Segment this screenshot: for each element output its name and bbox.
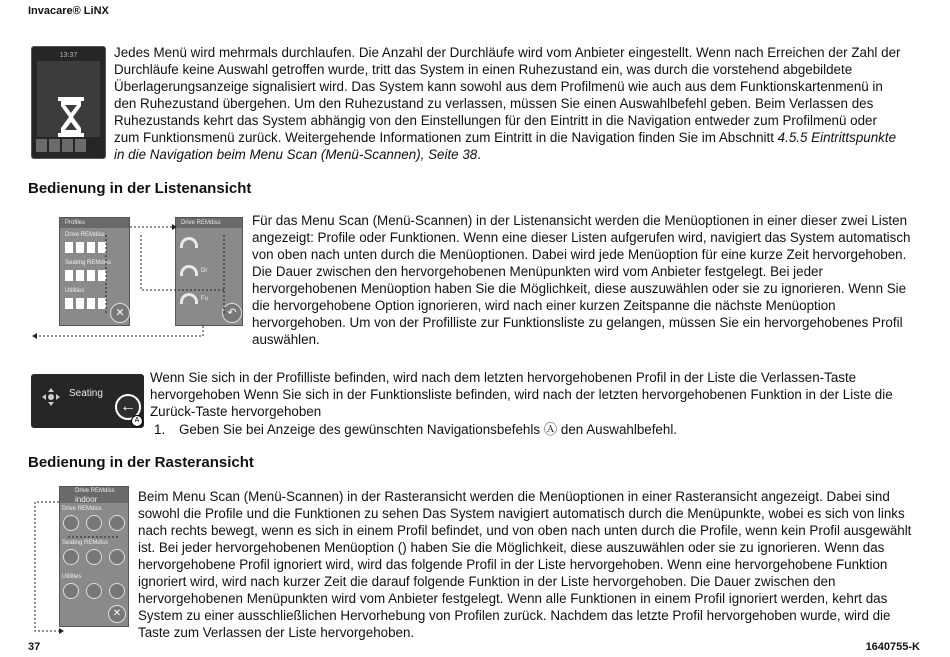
document-number: 1640755-K xyxy=(865,641,920,653)
step-number: 1. xyxy=(154,422,166,437)
back-arrow-icon: ← xyxy=(115,394,141,420)
intro-end: . xyxy=(477,147,481,162)
intro-text: Jedes Menü wird mehrmals durchlaufen. Die Anzahl der Durchläufe wird vom Anbieter eingestellt. Wenn nach Erreichen der Zahl der Durchläufe keine Auswahl getroffen wurde, tritt das System in einen Ruhezustand ein, was durch die vorstehend abgebildete Überlagerungsanzeige signalisiert wird. Das System kann sowohl aus dem Profilmenü wie auch aus dem Funktionskartenmenü in den Ruhezustand übergehen. Um den Ruhezustand zu verlassen, müssen Sie einen Auswahlbefehl geben. Beim Verlassen des Ruhezustands kehrt das System abhängig von den Einstellungen für den Eintritt in die Navigation entweder zum Profilmenü oder zum Funktionsmenü zurück. Weitergehende Informationen zum Eintritt in die Navigation finden Sie im Abschnitt xyxy=(114,45,901,145)
step-text: Geben Sie bei Anzeige des gewünschten Navigationsbefehls Ⓐ den Auswahlbefehl. xyxy=(179,422,678,437)
document-header: Invacare® LiNX xyxy=(28,5,109,17)
grid-row-label: Utilities xyxy=(62,574,82,580)
clock-text: 13:37 xyxy=(59,52,78,59)
profile-label: Drive REMdiss xyxy=(65,232,105,238)
profile-exit-paragraph: Wenn Sie sich in der Profilliste befinden, wird nach dem letzten hervorgehobenen Profil in der Liste die Verlassen-Taste hervorgehoben Wenn Sie sich in der Funktionsliste befinden, wird nach der letzten hervorgehobenen Funktion in der Liste die Zurück-Taste hervorgehoben xyxy=(150,370,893,419)
grid-row-label: Drive REMdiss xyxy=(62,506,102,512)
exit-icon: ✕ xyxy=(110,303,130,323)
section-heading-list-view: Bedienung in der Listenansicht xyxy=(28,180,252,197)
page-number: 37 xyxy=(28,641,41,653)
callout-badge: A xyxy=(131,415,143,427)
seating-button-figure xyxy=(31,374,144,428)
cell xyxy=(36,139,47,152)
grid-row-label: Seating REMdiss xyxy=(62,540,109,546)
function-cells xyxy=(36,139,86,152)
function-label: Fu xyxy=(201,296,209,302)
exit-icon: ✕ xyxy=(108,605,126,623)
screen-title: Profiles xyxy=(60,218,129,228)
screen-title: Drive REMdiss xyxy=(176,218,242,228)
list-view-paragraph: Für das Menu Scan (Menü-Scannen) in der Listenansicht werden die Menüoptionen in einer dieser zwei Listen angezeigt: Profile oder Funktionen. Wenn eine dieser Listen aufgerufen wird, navigiert das System automatisch von oben nach unten durch die Menüoptionen. Dabei wird jede Menüoption für eine kurze Zeit hervorgehoben. Die Dauer zwischen den hervorgehobenen Menüpunkten wird vom Anbieter festgelegt. Bei jeder hervorgehobenen Menüoption haben Sie die Möglichkeit, diese auszuwählen oder sie zu ignorieren. Wenn Sie die hervorgehobene Option ignorieren, wird nach einer kurzen Zeitspanne die nächste Menüoption hervorgehoben. Um von der Profilliste zur Funktionsliste zu gelangen, müssen Sie ein hervorgehobenes Profil auswählen. xyxy=(252,213,911,347)
grid-subtitle: indoor xyxy=(75,495,98,504)
function-label: Dr xyxy=(201,268,208,274)
cell xyxy=(75,139,86,152)
sleep-overlay-figure xyxy=(31,46,106,159)
cell xyxy=(62,139,73,152)
profile-label: Utilities xyxy=(65,288,85,294)
section-heading-grid-view: Bedienung in der Rasteransicht xyxy=(28,454,254,471)
seating-icon xyxy=(41,387,61,407)
arrow-head xyxy=(32,333,37,339)
profile-label: Seating REMdiss xyxy=(65,260,112,266)
intro-paragraph xyxy=(114,44,904,163)
grid-view-paragraph: Beim Menu Scan (Menü-Scannen) in der Rasteransicht werden die Menüoptionen in einer Rasteransicht angezeigt. Dabei sind sowohl die Profile und die Funktionen zu sehen Das System navigiert automatisch durch die Menüpunkte, wobei es sich von links nach rechts bewegt, wenn es sich in einem Profil befindet, und von oben nach unten durch die Profile, wenn kein Profil ausgewählt ist. Bei jeder hervorgehobenen Menüoption () haben Sie die Möglichkeit, diese auszuwählen oder sie zu ignorieren. Wenn das hervorgehobene Profil ignoriert wird, wird das folgende Profil in der Liste hervorgehoben. Wenn eine hervorgehobene Funktion ignoriert wird, wird nach kurzer Zeit die darauf folgende Funktion in der Liste hervorgehoben. Die Dauer zwischen den hervorgehobenen Menüpunkten wird vom Anbieter festgelegt. Wenn alle Funktionen in einem Profil ignoriert werden, kehrt das System zu einer ausschließlichen Hervorhebung von Profilen zurück. Nachdem das letzte Profil hervorgehoben wurde, wird die Taste zum Verlassen der Liste hervorgehoben. xyxy=(138,489,912,640)
list-view-figure xyxy=(31,210,246,346)
grid-navigation-arrows xyxy=(30,486,135,636)
device-screen xyxy=(37,61,100,137)
grid-title: Drive REMdiss xyxy=(75,488,115,494)
arrow-head xyxy=(172,224,177,230)
hourglass-icon xyxy=(56,97,86,137)
back-icon: ↶ xyxy=(222,303,242,323)
arrow-head xyxy=(59,628,64,634)
seating-label: Seating xyxy=(69,388,103,399)
cell xyxy=(49,139,60,152)
section-reference: 4.5.5 Eintrittspunkte in die Navigation beim Menu Scan (Menü-Scannen), Seite 38 xyxy=(114,130,897,162)
navigation-arrows xyxy=(31,210,246,346)
